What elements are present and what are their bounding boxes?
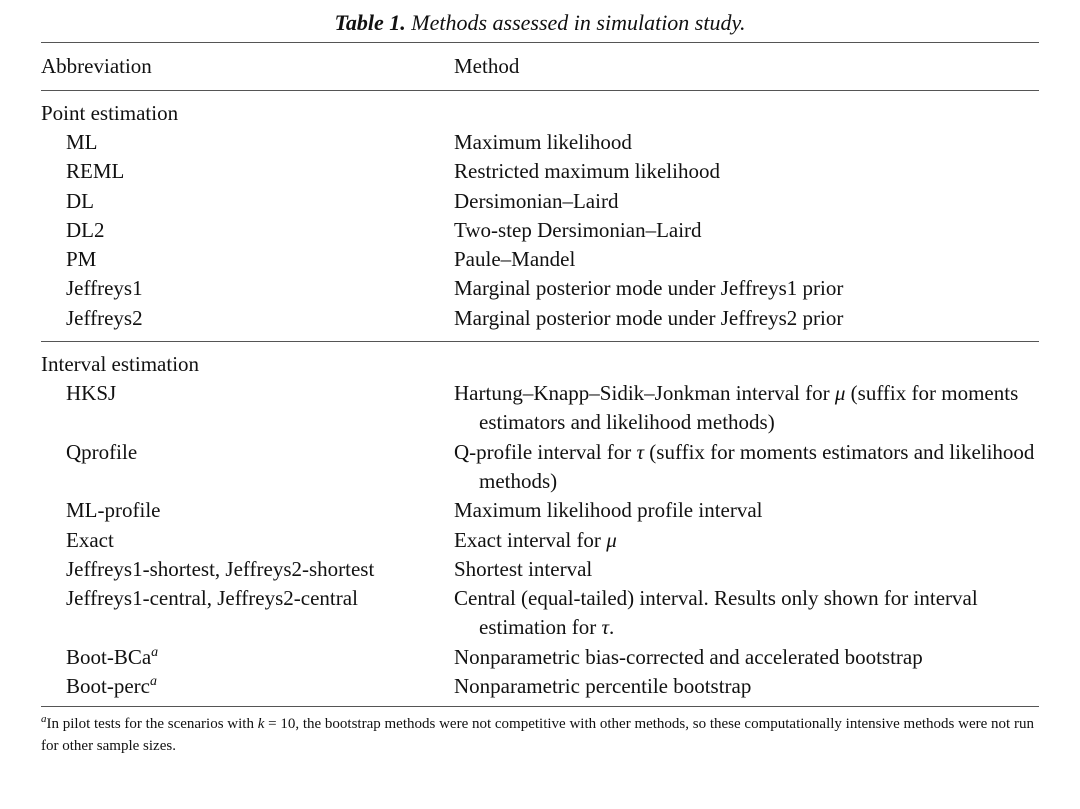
method-text: Marginal posterior mode under Jeffreys1 prior [454, 276, 844, 301]
method-text: Exact interval for [454, 527, 601, 552]
table-row [41, 496, 1039, 525]
method-cell [454, 526, 1039, 555]
footnote-ref: a [149, 674, 157, 690]
method-cell [454, 245, 1039, 274]
table-row [41, 274, 1039, 303]
footnote-text-after: = 10, the bootstrap methods were not competitive with other methods, so these computationally intensive methods were not run for other sample sizes. [41, 716, 1034, 755]
math-symbol: μ [606, 527, 617, 552]
method-cell [454, 274, 1039, 303]
section-title: Interval estimation [41, 352, 200, 377]
table-caption [41, 8, 1039, 42]
table-row [41, 555, 1039, 584]
footnote-ref: a [151, 644, 159, 660]
abbreviation-cell [41, 379, 454, 438]
method-cell [454, 438, 1039, 497]
table-row [41, 304, 1039, 333]
table-row [41, 438, 1039, 497]
abbreviation-text: Exact [66, 527, 114, 552]
method-cell [454, 496, 1039, 525]
abbreviation-text: Boot-BCa [66, 644, 152, 669]
abbreviation-cell [41, 274, 454, 303]
footnote-marker: a [41, 713, 47, 726]
method-cell [454, 643, 1039, 672]
table-row [41, 584, 1039, 643]
table-row [41, 187, 1039, 216]
abbreviation-cell [41, 157, 454, 186]
method-text: Paule–Mandel [454, 247, 576, 272]
table-row [41, 245, 1039, 274]
abbreviation-cell [41, 187, 454, 216]
method-cell [454, 128, 1039, 157]
method-text: Nonparametric percentile bootstrap [454, 674, 752, 699]
method-text: Dersimonian–Laird [454, 188, 619, 213]
method-cell [454, 216, 1039, 245]
header-method: Method [454, 54, 520, 78]
section-point-estimation [41, 91, 1039, 341]
abbreviation-text: DL2 [66, 217, 105, 242]
method-text: Q-profile interval for [454, 439, 632, 464]
table-row [41, 526, 1039, 555]
method-text: Central (equal-tailed) interval. Results only shown for interval estimation for [454, 586, 978, 640]
abbreviation-text: DL [66, 188, 94, 213]
abbreviation-text: Jeffreys1-shortest, Jeffreys2-shortest [66, 556, 375, 581]
abbreviation-text: PM [66, 247, 97, 272]
abbreviation-cell [41, 672, 454, 701]
method-cell [454, 157, 1039, 186]
abbreviation-text: Boot-perc [66, 674, 150, 699]
abbreviation-cell [41, 584, 454, 643]
method-text: Nonparametric bias-corrected and accelerated bootstrap [454, 644, 923, 669]
method-text: Marginal posterior mode under Jeffreys2 prior [454, 305, 844, 330]
abbreviation-cell [41, 555, 454, 584]
method-cell [454, 187, 1039, 216]
method-cell [454, 304, 1039, 333]
method-cell [454, 379, 1039, 438]
table-body [41, 91, 1039, 707]
method-text: Restricted maximum likelihood [454, 159, 720, 184]
footnote-math: k [257, 716, 265, 733]
math-symbol: μ [834, 381, 846, 406]
table-header [41, 43, 1039, 90]
abbreviation-text: Jeffreys2 [66, 305, 143, 330]
table-container [41, 8, 1039, 757]
table-row [41, 643, 1039, 672]
method-cell [454, 555, 1039, 584]
header-abbreviation: Abbreviation [41, 54, 152, 78]
method-text-after: . [609, 615, 615, 640]
abbreviation-cell [41, 245, 454, 274]
method-text: Maximum likelihood [454, 130, 632, 154]
footnote-text-before: In pilot tests for the scenarios with [46, 716, 254, 733]
math-symbol: τ [601, 615, 610, 640]
section-title: Point estimation [41, 101, 179, 125]
abbreviation-cell [41, 526, 454, 555]
method-text: Hartung–Knapp–Sidik–Jonkman interval for [454, 381, 830, 406]
method-cell [454, 672, 1039, 701]
table-row [41, 672, 1039, 701]
table-row [41, 157, 1039, 186]
abbreviation-cell [41, 643, 454, 672]
table-row [41, 379, 1039, 438]
caption-label: Table 1. [334, 10, 406, 35]
method-text: Two-step Dersimonian–Laird [454, 217, 702, 242]
math-symbol: τ [636, 439, 645, 464]
method-text-after: (suffix for moments estimators and likelihood methods) [479, 381, 1019, 435]
abbreviation-text: ML-profile [66, 498, 161, 523]
table-footnote [41, 707, 1039, 757]
table-row [41, 128, 1039, 157]
abbreviation-cell [41, 128, 454, 157]
abbreviation-cell [41, 438, 454, 497]
method-text-after: (suffix for moments estimators and likelihood methods) [479, 439, 1035, 493]
abbreviation-cell [41, 216, 454, 245]
abbreviation-text: Jeffreys1 [66, 276, 143, 301]
method-text: Maximum likelihood profile interval [454, 498, 763, 523]
abbreviation-cell [41, 496, 454, 525]
abbreviation-text: Jeffreys1-central, Jeffreys2-central [66, 586, 358, 611]
method-text: Shortest interval [454, 556, 593, 581]
abbreviation-text: ML [66, 130, 98, 154]
table-row [41, 216, 1039, 245]
section-interval-estimation [41, 342, 1039, 706]
abbreviation-text: HKSJ [66, 381, 117, 406]
method-cell [454, 584, 1039, 643]
abbreviation-text: REML [66, 159, 125, 184]
abbreviation-text: Qprofile [66, 439, 138, 464]
caption-text: Methods assessed in simulation study. [411, 10, 746, 35]
abbreviation-cell [41, 304, 454, 333]
